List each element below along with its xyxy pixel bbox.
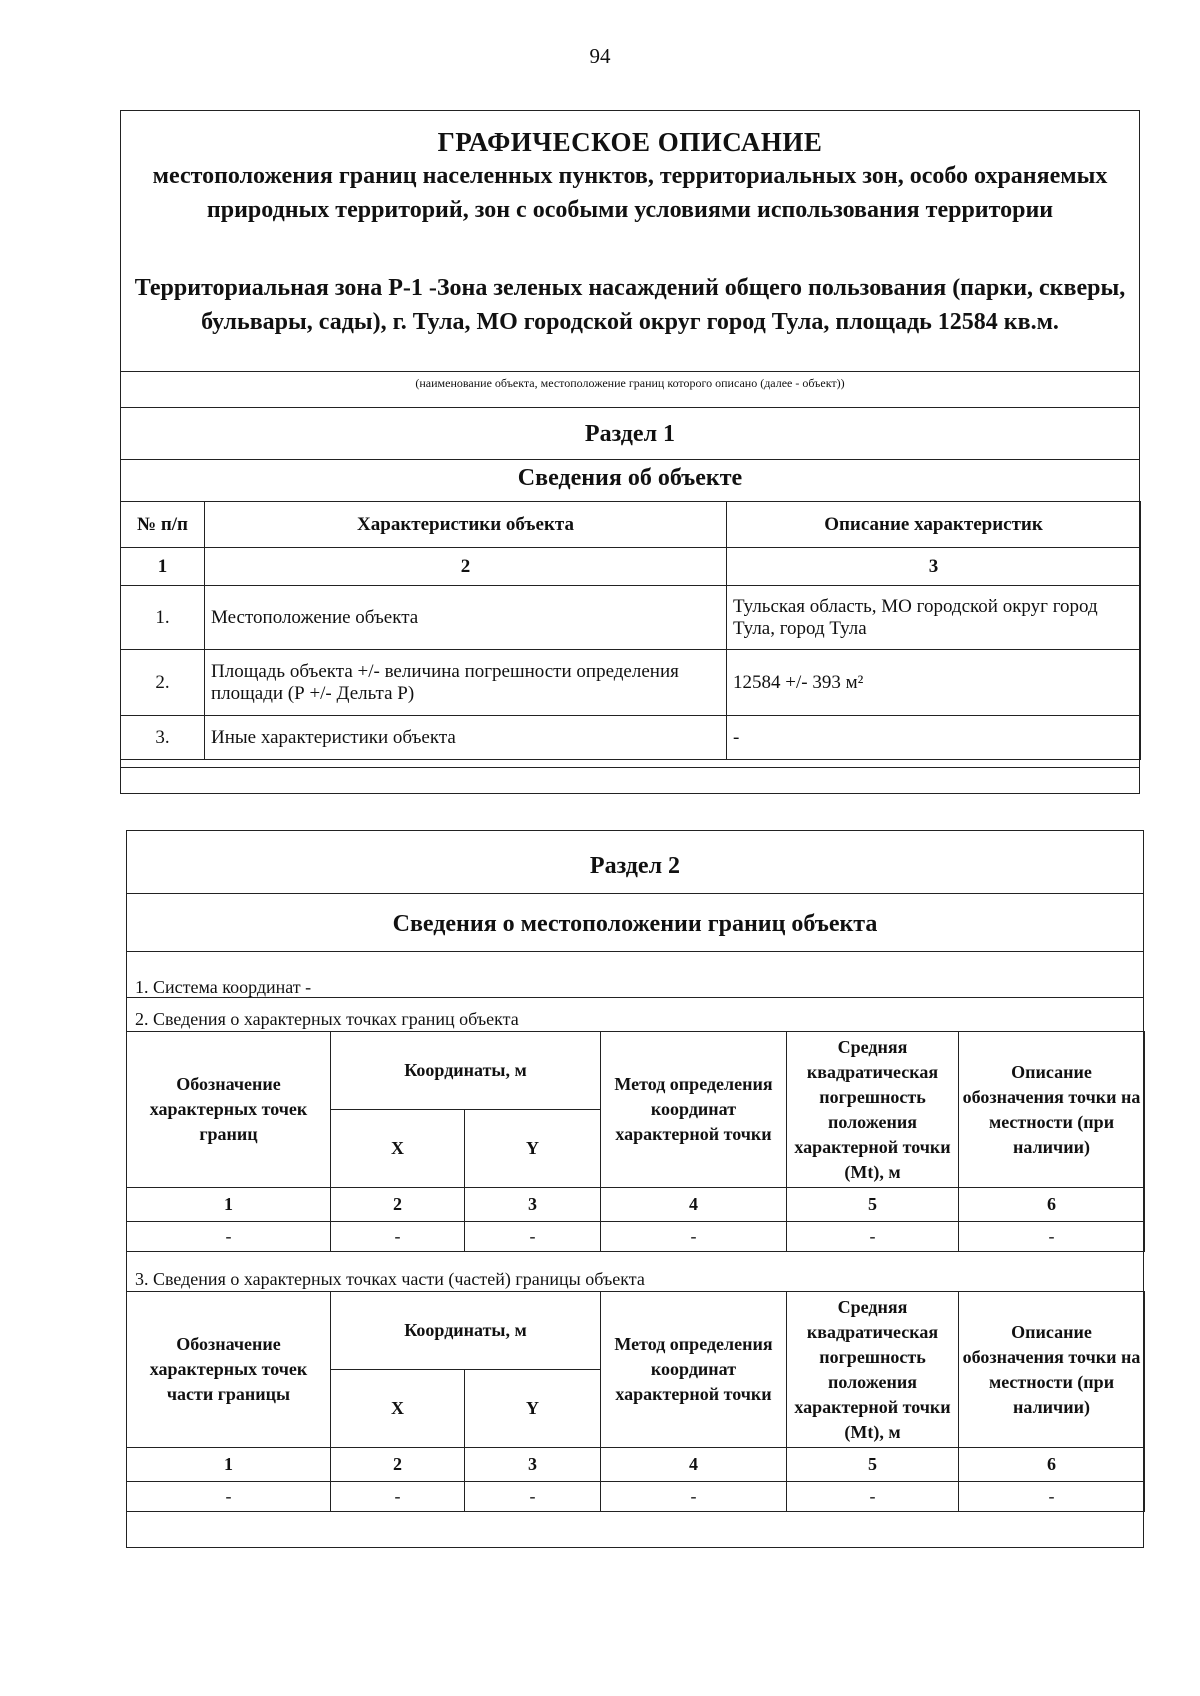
divider <box>127 997 1143 998</box>
table-cell: - <box>465 1222 601 1252</box>
boundary-points-title: 2. Сведения о характерных точках границ объекта <box>135 1009 519 1029</box>
table-cell: - <box>787 1222 959 1252</box>
table-cell: - <box>331 1482 465 1512</box>
row-name: Площадь объекта +/- величина погрешности определения площади (Р +/- Дельта Р) <box>205 650 727 716</box>
row-number: 1. <box>121 586 205 650</box>
column-header-y: Y <box>465 1370 601 1448</box>
column-header-x: X <box>331 1370 465 1448</box>
column-number: 5 <box>787 1188 959 1222</box>
coordinate-system: 1. Система координат - <box>135 977 312 997</box>
column-number: 1 <box>121 548 205 586</box>
section-2-heading: Сведения о местоположении границ объекта <box>392 911 878 937</box>
boundary-points-table <box>126 1031 1145 1252</box>
column-number-row <box>121 548 1141 586</box>
column-number: 2 <box>205 548 727 586</box>
column-number: 1 <box>127 1188 331 1222</box>
column-header-y: Y <box>465 1110 601 1188</box>
object-caption: (наименование объекта, местоположение границ которого описано (далее - объект)) <box>415 376 845 390</box>
section-2-frame <box>126 830 1144 1548</box>
divider <box>127 893 1143 894</box>
table-cell: - <box>331 1222 465 1252</box>
divider <box>127 951 1143 952</box>
divider <box>121 459 1139 460</box>
section-1-frame <box>120 110 1140 794</box>
table-row <box>121 586 1141 650</box>
column-header: Координаты, м <box>331 1032 601 1110</box>
zone-title: Территориальная зона Р-1 -Зона зеленых насаждений общего пользования (парки, скверы, бульвары, сады), г. Тула, МО городской округ город Тула, площадь 12584 кв.м. <box>134 275 1126 335</box>
table-cell: - <box>959 1222 1145 1252</box>
column-number: 3 <box>465 1448 601 1482</box>
column-number: 5 <box>787 1448 959 1482</box>
column-header: № п/п <box>121 502 205 548</box>
table-header-row <box>121 502 1141 548</box>
row-value: Тульская область, МО городской округ город Тула, город Тула <box>727 586 1141 650</box>
column-number: 6 <box>959 1188 1145 1222</box>
column-header: Описание обозначения точки на местности (при наличии) <box>959 1292 1145 1448</box>
section-1-label: Раздел 1 <box>584 421 676 447</box>
column-header: Координаты, м <box>331 1292 601 1370</box>
column-number: 4 <box>601 1188 787 1222</box>
column-header-x: X <box>331 1110 465 1188</box>
section-1-heading: Сведения об объекте <box>517 465 743 491</box>
section-2-label: Раздел 2 <box>589 853 681 879</box>
column-number: 2 <box>331 1448 465 1482</box>
page-number: 94 <box>589 44 611 68</box>
row-number: 3. <box>121 716 205 760</box>
table-cell: - <box>465 1482 601 1512</box>
table-cell: - <box>601 1222 787 1252</box>
document-subtitle: местоположения границ населенных пунктов, территориальных зон, особо охраняемых природных территорий, зон с особыми условиями использования территории <box>152 163 1108 223</box>
column-header: Средняя квадратическая погрешность положения характерной точки (Mt), м <box>787 1032 959 1188</box>
column-header: Метод определения координат характерной точки <box>601 1292 787 1448</box>
column-number: 2 <box>331 1188 465 1222</box>
column-number: 4 <box>601 1448 787 1482</box>
table-cell: - <box>787 1482 959 1512</box>
column-number: 1 <box>127 1448 331 1482</box>
boundary-parts-table <box>126 1291 1145 1512</box>
table-row <box>121 716 1141 760</box>
column-header: Обозначение характерных точек части границы <box>127 1292 331 1448</box>
column-number-row <box>127 1448 1145 1482</box>
column-header: Описание обозначения точки на местности (при наличии) <box>959 1032 1145 1188</box>
table-row <box>121 650 1141 716</box>
column-header: Характеристики объекта <box>205 502 727 548</box>
column-header: Описание характеристик <box>727 502 1141 548</box>
table-row <box>127 1222 1145 1252</box>
row-value: - <box>727 716 1141 760</box>
table-cell: - <box>127 1222 331 1252</box>
row-name: Местоположение объекта <box>205 586 727 650</box>
column-number-row <box>127 1188 1145 1222</box>
table-row <box>127 1482 1145 1512</box>
table-cell: - <box>127 1482 331 1512</box>
boundary-parts-title: 3. Сведения о характерных точках части (частей) границы объекта <box>135 1269 645 1289</box>
divider <box>121 371 1139 372</box>
row-number: 2. <box>121 650 205 716</box>
column-number: 6 <box>959 1448 1145 1482</box>
column-header: Метод определения координат характерной точки <box>601 1032 787 1188</box>
divider <box>121 767 1139 768</box>
column-header: Средняя квадратическая погрешность положения характерной точки (Mt), м <box>787 1292 959 1448</box>
column-number: 3 <box>465 1188 601 1222</box>
table-cell: - <box>601 1482 787 1512</box>
divider <box>121 407 1139 408</box>
document-title: ГРАФИЧЕСКОЕ ОПИСАНИЕ <box>437 127 823 157</box>
object-info-table <box>120 501 1141 760</box>
row-value: 12584 +/- 393 м² <box>727 650 1141 716</box>
table-cell: - <box>959 1482 1145 1512</box>
column-header: Обозначение характерных точек границ <box>127 1032 331 1188</box>
column-number: 3 <box>727 548 1141 586</box>
row-name: Иные характеристики объекта <box>205 716 727 760</box>
